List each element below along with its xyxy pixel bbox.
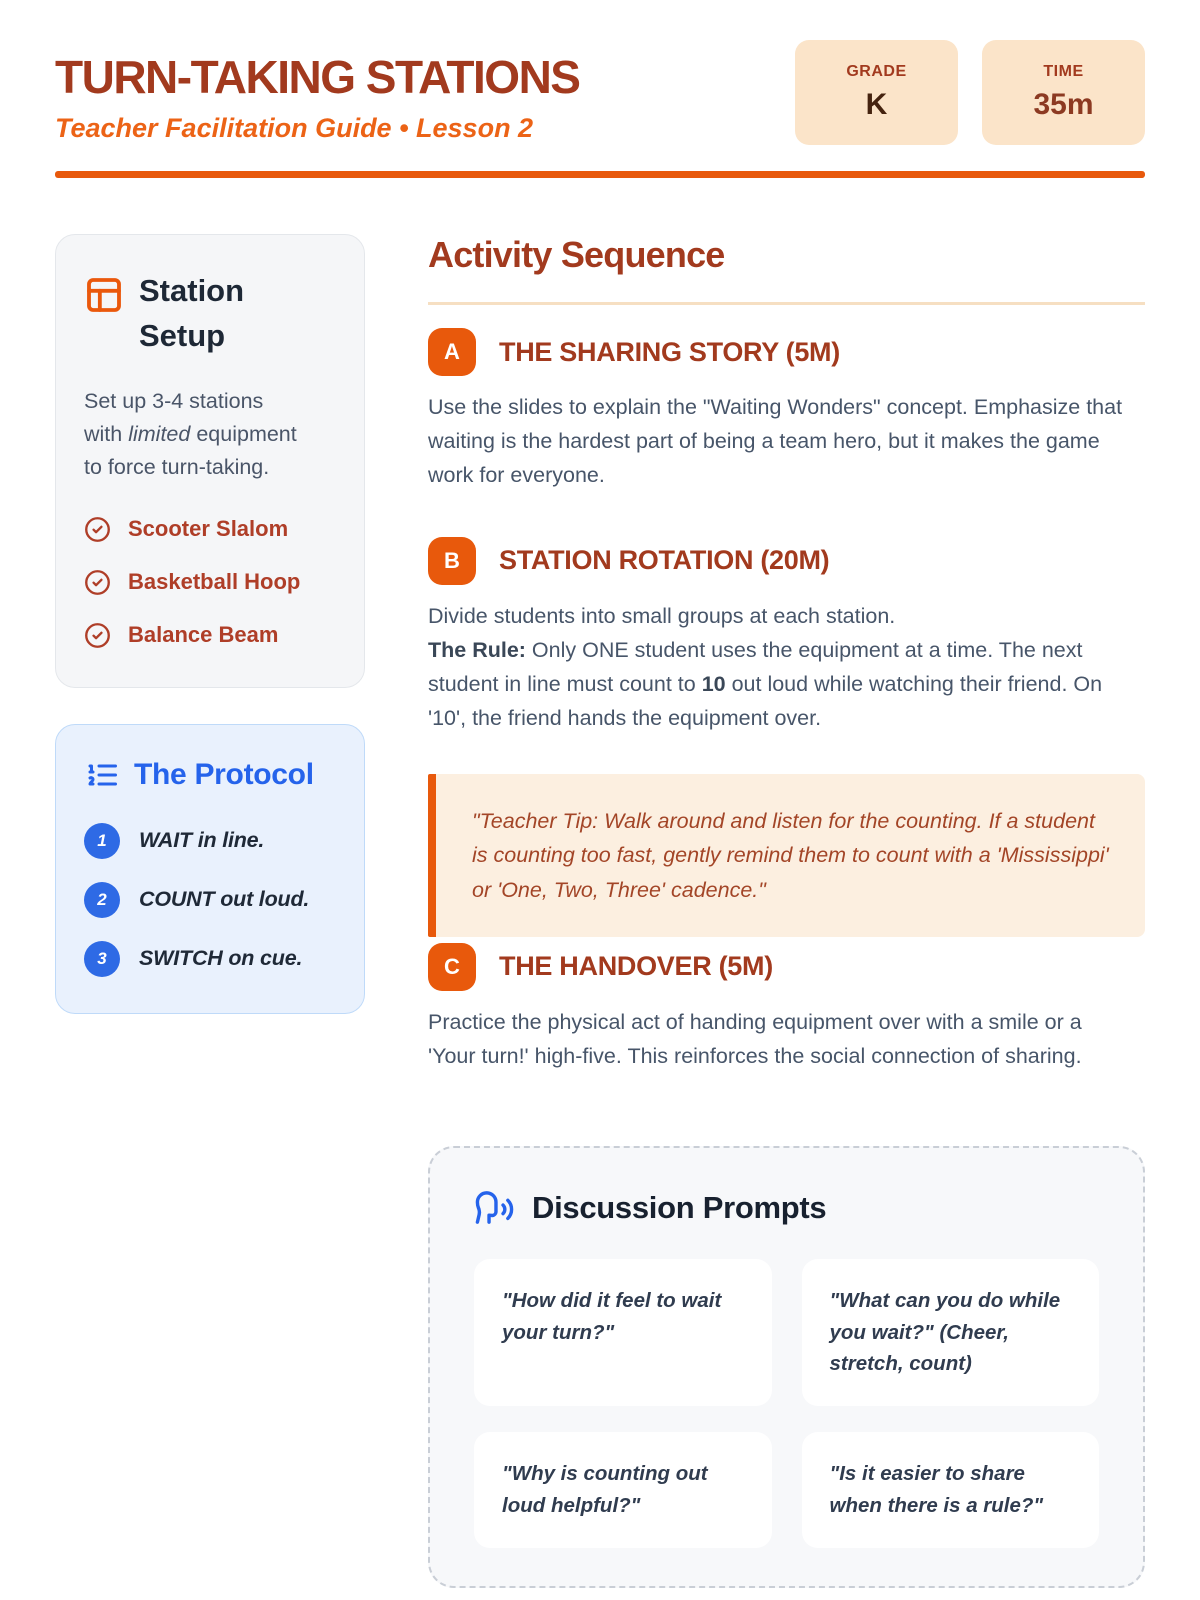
teacher-tip-text: "Teacher Tip: Walk around and listen for the counting. If a student is counting too fast, gently remind them to count with a 'Mississippi' or 'One, Two, Three' cadence." (472, 808, 1109, 902)
prompt-card (474, 1432, 772, 1548)
teacher-tip-callout (428, 774, 1145, 937)
section-c-title: THE HANDOVER (5M) (499, 951, 773, 982)
protocol-step (84, 823, 336, 859)
step-number-badge: 1 (84, 823, 120, 859)
station-setup-description (84, 385, 304, 484)
setup-desc-pre: Set up 3-4 stations with (84, 388, 264, 446)
content-columns (55, 234, 1145, 1588)
page-subtitle: Teacher Facilitation Guide • Lesson 2 (55, 112, 534, 143)
section-b-rule-post: out loud while watching their friend. On '10', the friend hands the equipment over. (428, 671, 1103, 730)
section-b-line1: Divide students into small groups at each station. (428, 603, 896, 628)
ordered-list-icon (84, 757, 120, 793)
prompt-card (802, 1259, 1100, 1406)
prompt-grid (474, 1259, 1099, 1548)
setup-desc-post: equipment to force turn-taking. (84, 421, 297, 479)
prompt-text: "What can you do while you wait?" (Cheer, stretch, count) (829, 1288, 1061, 1376)
speech-icon (474, 1188, 515, 1229)
prompt-text: "How did it feel to wait your turn?" (502, 1288, 722, 1344)
station-setup-title: Station Setup (139, 273, 245, 353)
step-label: COUNT out loud. (139, 887, 310, 912)
protocol-card-title: The Protocol (134, 757, 314, 791)
protocol-card (55, 724, 365, 1014)
section-a-paragraph: Use the slides to explain the "Waiting Wonders" concept. Emphasize that waiting is the hardest part of being a team hero, but it makes the game work for everyone. (428, 395, 1123, 487)
circle-check-icon (84, 622, 111, 649)
section-b-paragraph (428, 600, 1128, 736)
section-c-paragraph: Practice the physical act of handing equipment over with a smile or a 'Your turn!' high-five. This reinforces the social connection of sharing. (428, 1009, 1082, 1068)
section-b-rule-pre: Only ONE student uses the equipment at a time. The next student in line must count to (428, 637, 1083, 696)
section-a-badge: A (428, 328, 476, 376)
section-a-header (428, 328, 1145, 376)
checklist-item (84, 516, 336, 543)
circle-check-icon (84, 569, 111, 596)
prompt-card (802, 1432, 1100, 1548)
section-c-badge: C (428, 943, 476, 991)
discussion-prompts-header (474, 1188, 1099, 1229)
section-c-header (428, 943, 1145, 991)
checklist-item-label: Scooter Slalom (128, 516, 289, 542)
main-content (428, 234, 1145, 1588)
section-a-title: THE SHARING STORY (5M) (499, 336, 840, 367)
step-number-badge: 2 (84, 882, 120, 918)
page-title: TURN-TAKING STATIONS (55, 51, 580, 103)
protocol-steps (84, 823, 336, 977)
step-number-badge: 3 (84, 941, 120, 977)
activity-sequence-heading: Activity Sequence (428, 234, 725, 275)
checklist-item-label: Balance Beam (128, 622, 279, 648)
discussion-prompts-panel (428, 1146, 1145, 1588)
prompt-text: "Is it easier to share when there is a rule?" (829, 1462, 1044, 1517)
sidebar (55, 234, 365, 1588)
protocol-title-row (84, 757, 336, 793)
heading-divider (428, 302, 1145, 305)
time-badge-value: 35m (1033, 88, 1094, 121)
station-setup-title-row (84, 269, 336, 359)
time-badge (982, 40, 1145, 145)
setup-desc-emphasis: limited (128, 421, 191, 446)
section-b-title: STATION ROTATION (20M) (499, 545, 830, 576)
station-checklist (84, 516, 336, 649)
section-b-rule-number: 10 (701, 671, 726, 696)
section-b-header (428, 537, 1145, 585)
grade-badge (795, 40, 958, 145)
circle-check-icon (84, 516, 111, 543)
discussion-prompts-title: Discussion Prompts (532, 1190, 827, 1226)
grade-badge-value: K (865, 88, 888, 121)
checklist-item (84, 622, 336, 649)
protocol-step (84, 941, 336, 977)
header-title-block (55, 40, 580, 144)
station-setup-card (55, 234, 365, 688)
section-b-rule-label: The Rule: (428, 637, 526, 662)
section-b-badge: B (428, 537, 476, 585)
checklist-item-label: Basketball Hoop (128, 569, 301, 595)
layout-icon (84, 275, 124, 315)
grade-badge-label: GRADE (846, 63, 907, 80)
step-label: SWITCH on cue. (139, 946, 303, 971)
info-badges (795, 40, 1145, 145)
checklist-item (84, 569, 336, 596)
header-divider (55, 171, 1145, 178)
prompt-card (474, 1259, 772, 1406)
page-header (55, 40, 1145, 145)
prompt-text: "Why is counting out loud helpful?" (502, 1462, 708, 1517)
step-label: WAIT in line. (139, 828, 265, 853)
protocol-step (84, 882, 336, 918)
time-badge-label: TIME (1043, 63, 1084, 80)
